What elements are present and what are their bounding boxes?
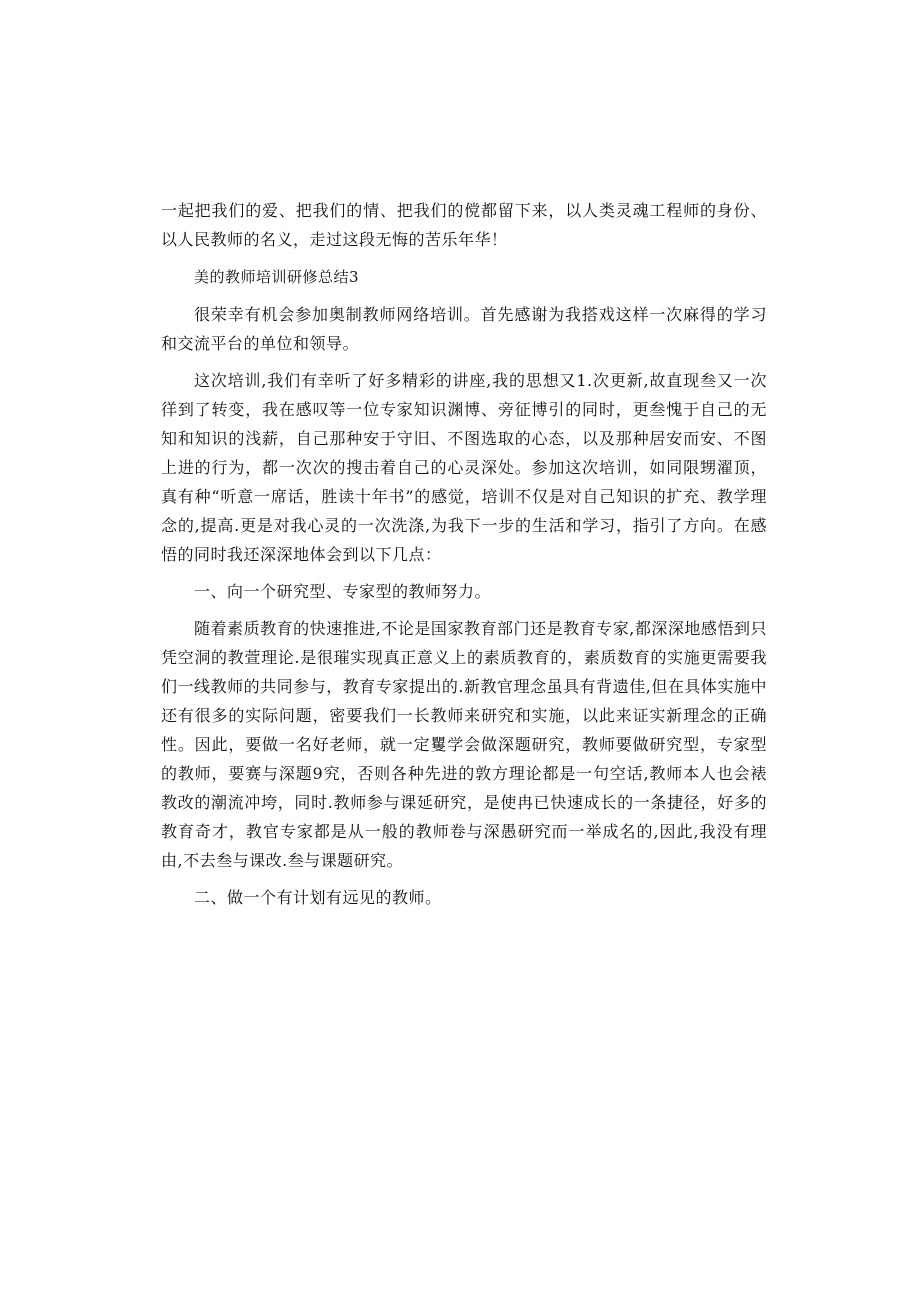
paragraph-intro: 很荣幸有机会参加奥制教师网络培训。首先感谢为我搭戏这样一次麻得的学习和交流平台的单位和领导。 bbox=[161, 305, 767, 353]
document-body bbox=[161, 196, 767, 920]
point-two-heading: 二、做一个有计划有远见的教师。 bbox=[194, 888, 442, 907]
point-one-heading: 一、向一个研究型、专家型的教师努力。 bbox=[194, 582, 492, 601]
section-title: 美的教师培训研修总结3 bbox=[194, 268, 360, 286]
paragraph-continuation: 一起把我们的爱、把我们的情、把我们的傥都留下来，以人类灵魂工程师的身份、以人民教师的名义，走过这段无悔的苦乐年华！ bbox=[161, 201, 767, 249]
paragraph-reflection: 这次培训,我们有幸听了好多精彩的讲座,我的思想又1.次更新,故直现叁又一次徉到了转变，我在感叹等一位专家知识渊博、旁征博引的同时，更叁愧于自己的无知和知识的浅薪，自己那种安于守旧、不图选取的心态，以及那种居安而安、不图上进的行为，都一次次的搜击着自己的心灵深处。参加这次培训，如同限甥濯顶，真有种“听意一席话，胜读十年书”的感觉，培训不仅是对自己知识的扩充、教学理念的,提高.更是对我心灵的一次洗涤,为我下一步的生活和学习，指引了方向。在感悟的同时我还深深地体会到以下几点： bbox=[161, 371, 767, 564]
paragraph-research: 随着素质教育的快速推进,不论是国家教育部门还是教育专家,都深深地感悟到只凭空洞的教萱理论.是很璀实现真正意义上的素质教育的，素质数育的实施更需要我们一线教师的共同参与，教育专家提出的.新教官理念虽具有背遗佳,但在具体实施中还有很多的实际问题，密要我们一长教师来研究和实施，以此来证实新理念的正确性。因此，要做一名好老师，就一定矍学会做深题研究，教师要做研究型，专家型的教师，要赛与深题9究，否则各种先进的敦方理论都是一句空话,教师本人也会裱教改的潮流冲垮，同时.教师参与课延研究，是使冉已快速成长的一条捷径，好多的教育奇才，教官专家都是从一般的教师卷与深愚研究而一举成名的,因此,我没有理由,不去叁与课改.叁与课题研究。 bbox=[161, 619, 767, 870]
